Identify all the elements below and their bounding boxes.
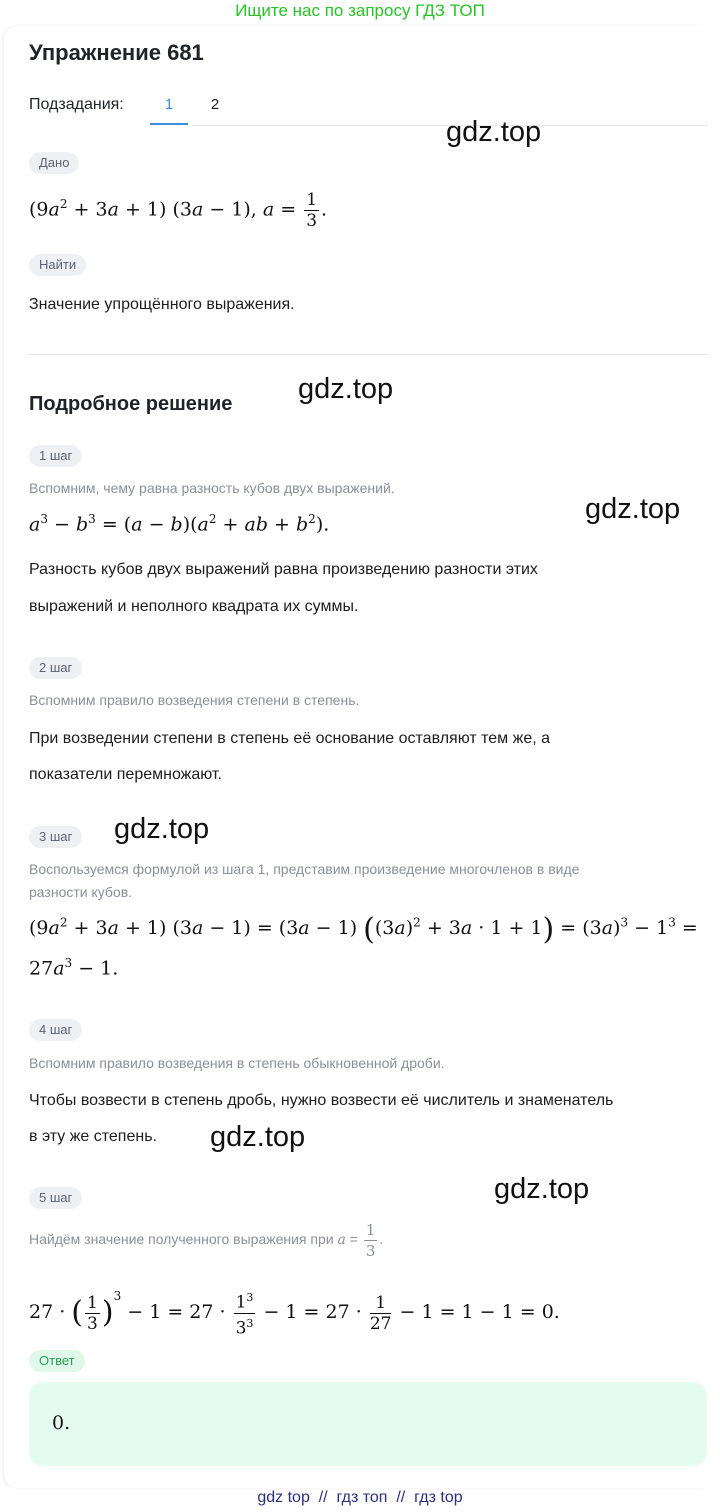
step-1-badge: 1 шаг [29,445,82,467]
find-text: Значение упрощённого выражения. [29,296,295,313]
answer-value: 0. [52,1412,71,1434]
step-3-formula-line2: $27a^3 - 1$. [29,956,119,980]
step-4-badge: 4 шаг [29,1019,82,1041]
watermark-1: gdz.top [446,116,542,148]
watermark-4: gdz.top [114,813,210,845]
step-2-badge: 2 шаг [29,657,82,679]
subtasks-label: Подзадания: [29,96,124,113]
answer-badge: Ответ [29,1350,85,1372]
footer-separator: // [396,1489,406,1506]
tab-subtask-1[interactable]: 1 [150,96,188,113]
find-badge: Найти [29,254,86,276]
tab-subtask-2[interactable]: 2 [210,96,220,113]
footer-links [0,1488,720,1508]
section-divider [28,354,708,355]
step-2-hint: Вспомним правило возведения степени в степень. [29,692,360,708]
step-3-hint-line1: Воспользуемся формулой из шага 1, представим произведение многочленов в виде [29,861,580,877]
step-4-text-line1: Чтобы возвести в степень дробь, нужно возвести её числитель и знаменатель [29,1092,614,1109]
given-badge: Дано [29,152,79,174]
watermark-5: gdz.top [210,1121,306,1153]
step-5-hint: Найдём значение полученного выражения при a = $\frac{1}{3}$ . [29,1220,384,1260]
footer-link-gdz-top-ru[interactable]: гдз топ [336,1489,388,1506]
search-banner[interactable]: Ищите нас по запросу ГДЗ ТОП [235,1,485,20]
step-3-badge: 3 шаг [29,826,82,848]
footer-separator: // [318,1489,328,1506]
solution-title: Подробное решение [29,393,233,415]
step-3-hint-line2: разности кубов. [29,884,133,900]
step-4-text-line2: в эту же степень. [29,1128,157,1145]
watermark-6: gdz.top [494,1173,590,1205]
step-2-text-line2: показатели перемножают. [29,766,222,783]
step-1-formula: $a^3 - b^3 = (a - b)(a^2$ + ab + $b^2$). [29,512,330,536]
watermark-3: gdz.top [585,493,681,525]
footer-link-gdz-top[interactable]: gdz top [257,1489,310,1506]
step-1-text-line2: выражений и неполного квадрата их суммы. [29,598,359,615]
step-1-hint: Вспомним, чему равна разность кубов двух выражений. [29,480,395,496]
step-1-text-line1: Разность кубов двух выражений равна произведению разности этих [29,561,538,578]
step-4-hint: Вспомним правило возведения в степень обыкновенной дроби. [29,1055,445,1071]
step-5-formula: 27 · ( $\frac{1}{3}$ )$^3$ − 1 = 27 · $\frac{1^3}{3^3}$ − 1 = 27 · $\frac{1}{27}$ − 1 = 1 − 1 = 0. [29,1289,560,1339]
footer-link-gdz-top-mixed[interactable]: гдз top [414,1489,463,1506]
given-expression: $(9a^2 + 3a + 1) (3a - 1)$, a = $\frac{1}{3}$ . [29,189,328,231]
watermark-2: gdz.top [298,373,394,405]
step-2-text-line1: При возведении степени в степень её основание оставляют тем же, а [29,730,551,747]
answer-box [29,1382,707,1466]
step-3-formula-line1: $(9a^2 + 3a + 1) (3a - 1) = (3a - 1) ((3a)^2 + 3a \cdot 1 + 1) = (3a)^3 - 1^3$ = [29,912,698,947]
exercise-title: Упражнение 681 [29,40,204,65]
step-5-badge: 5 шаг [29,1187,82,1209]
